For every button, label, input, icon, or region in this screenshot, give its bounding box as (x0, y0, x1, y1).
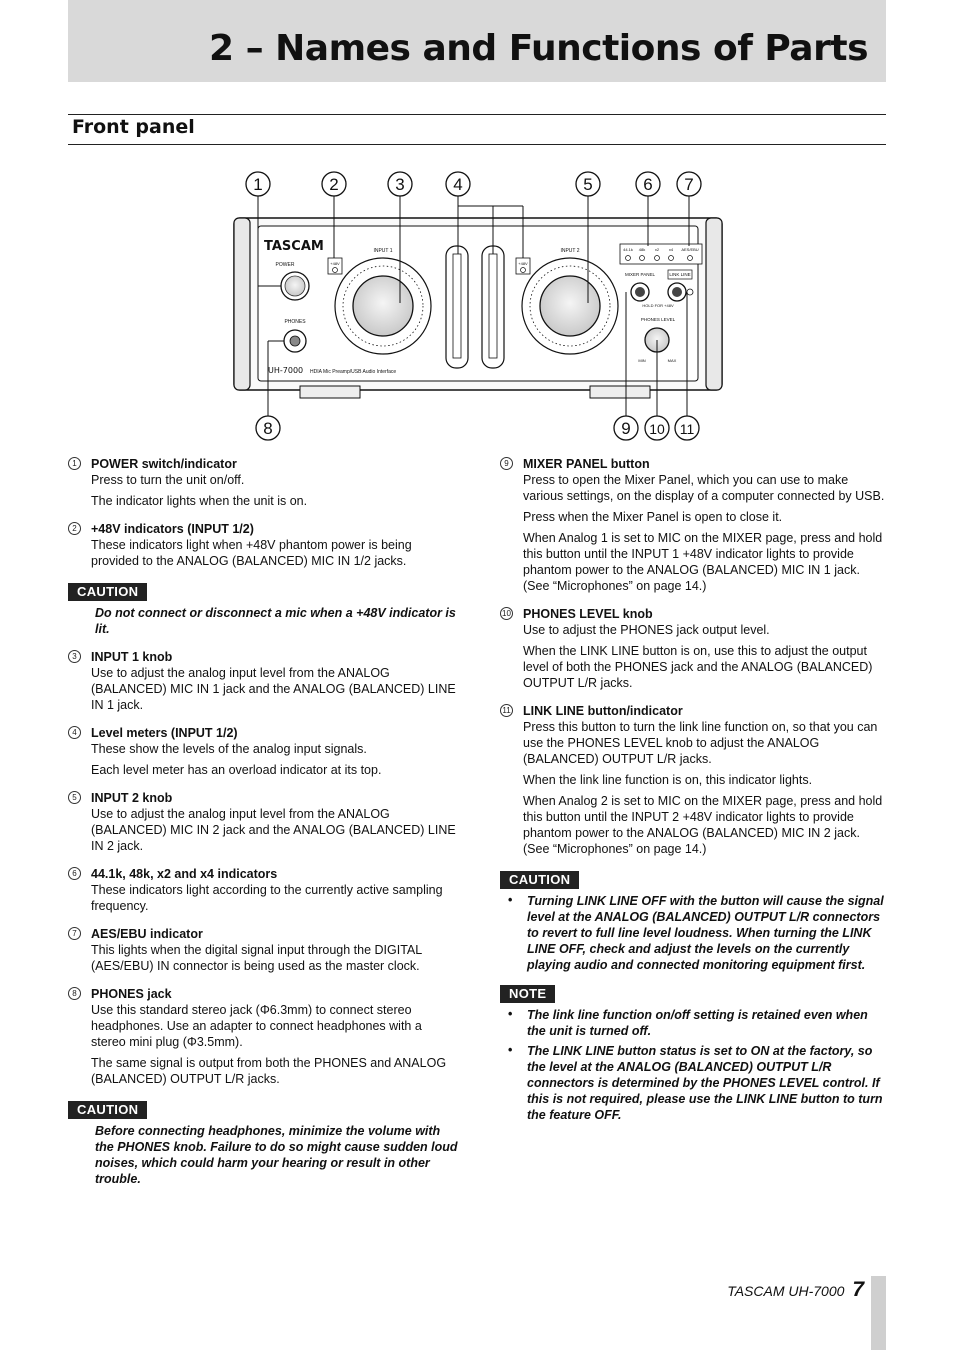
note-bullet-text: The link line function on/off setting is retained even when the unit is turned off. (527, 1008, 868, 1038)
page-number: 7 (852, 1278, 864, 1301)
phones-level-label: PHONES LEVEL (640, 317, 676, 322)
brand-logo: TASCAM (264, 239, 324, 254)
caution-3 (500, 869, 888, 973)
callout-8: 8 (263, 419, 273, 438)
item-number: 8 (68, 987, 81, 1000)
header-band (68, 0, 886, 82)
input1-knob (353, 276, 413, 336)
section-title: Front panel (72, 116, 195, 138)
note-badge: NOTE (500, 985, 555, 1003)
item-number: 3 (68, 650, 81, 663)
item-text: These show the levels of the analog input signals. (91, 742, 367, 756)
item-4 (68, 725, 458, 778)
fs-x4-label: x4 (668, 247, 674, 252)
item-number: 11 (500, 704, 513, 717)
item-text: Each level meter has an overload indicator at its top. (91, 763, 382, 777)
item-6 (68, 866, 458, 914)
item-number: 2 (68, 522, 81, 535)
caution-text: Do not connect or disconnect a mic when a +48V indicator is lit. (95, 606, 456, 636)
caution-1 (68, 581, 458, 637)
callout-5: 5 (583, 175, 593, 194)
section-rule-bottom (68, 144, 886, 145)
item-heading: LINK LINE button/indicator (523, 704, 683, 718)
item-10 (500, 606, 888, 691)
item-number: 1 (68, 457, 81, 470)
meter-input2-bar (489, 254, 497, 358)
item-text: These indicators light according to the currently active sampling frequency. (91, 883, 443, 913)
aes-ebu-label: AES/EBU (681, 247, 699, 252)
input2-label: INPUT 2 (560, 248, 580, 254)
caution-bullet-text: Turning LINK LINE OFF with the button will cause the signal level at the ANALOG (BALANCED) OUTPUT L/R connectors to revert to full line level loudness. When turning the LINK LINE OFF, check and adjust the levels on the currently playing audio and connected monitoring equipment first. (527, 894, 884, 972)
item-text: Use to adjust the analog input level from the ANALOG (BALANCED) MIC IN 2 jack and the ANALOG (BALANCED) LINE IN 2 jack. (91, 807, 456, 853)
item-heading: AES/EBU indicator (91, 927, 203, 941)
phones-label: PHONES (284, 319, 306, 325)
callout-7: 7 (684, 175, 694, 194)
item-heading: PHONES LEVEL knob (523, 607, 653, 621)
item-1 (68, 456, 458, 509)
p48-2-indicator (521, 268, 526, 273)
item-number: 10 (500, 607, 513, 620)
callout-6: 6 (643, 175, 653, 194)
caution-2 (68, 1099, 458, 1187)
item-text: The same signal is output from both the PHONES and ANALOG (BALANCED) OUTPUT L/R jacks. (91, 1056, 447, 1086)
item-text: When the LINK LINE button is on, use this to adjust the output level of both the PHONES jack and the ANALOG (BALANCED) OUTPUT L/R jacks. (523, 644, 873, 690)
item-7 (68, 926, 458, 974)
max-label: MAX (667, 358, 677, 363)
left-column (68, 456, 458, 1199)
caution-badge: CAUTION (500, 871, 579, 889)
item-text: The indicator lights when the unit is on. (91, 494, 308, 508)
item-text: These indicators light when +48V phantom power is being provided to the ANALOG (BALANCED) MIC IN 1/2 jacks. (91, 538, 412, 568)
item-text: When Analog 1 is set to MIC on the MIXER page, press and hold this button until the INPUT 1 +48V indicator lights to provide phantom power to the ANALOG (BALANCED) MIC IN 1 jack. (See “Microphones” on page 14.) (523, 531, 883, 593)
meter-input1-bar (453, 254, 461, 358)
input1-label: INPUT 1 (373, 248, 393, 254)
item-text: Press this button to turn the link line function on, so that you can use the PHONES LEVEL knob to adjust the ANALOG (BALANCED) OUTPUT L/R jacks. (523, 720, 878, 766)
chapter-title: 2 – Names and Functions of Parts (209, 28, 868, 69)
item-text: Press when the Mixer Panel is open to close it. (523, 510, 783, 524)
item-3 (68, 649, 458, 713)
item-8 (68, 986, 458, 1087)
item-9 (500, 456, 888, 594)
mixer-panel-label: MIXER PANEL (625, 272, 655, 277)
p48-1-indicator (333, 268, 338, 273)
caution-badge: CAUTION (68, 1101, 147, 1119)
item-heading: MIXER PANEL button (523, 457, 650, 471)
fs-441k-label: 44.1k (623, 247, 633, 252)
item-text: Use to adjust the PHONES jack output level. (523, 623, 770, 637)
item-text: Use this standard stereo jack (Φ6.3mm) to connect stereo headphones. Use an adapter to connect headphones with a stereo mini plug (Φ3.5mm). (91, 1003, 422, 1049)
item-heading: POWER switch/indicator (91, 457, 237, 471)
front-panel-figure (228, 168, 728, 448)
power-label: POWER (275, 262, 295, 268)
link-line-label: LINK LINE (669, 272, 691, 277)
callout-4: 4 (453, 175, 463, 194)
p48-1-label: +48V (330, 261, 340, 266)
p48-2-label: +48V (518, 261, 528, 266)
note (500, 983, 888, 1123)
page-footer (727, 1278, 864, 1302)
item-number: 6 (68, 867, 81, 880)
item-heading: Level meters (INPUT 1/2) (91, 726, 238, 740)
note-bullet: • The link line function on/off setting is retained even when the unit is turned off. (508, 1007, 868, 1038)
footer-tab (871, 1276, 886, 1350)
callout-2: 2 (329, 175, 339, 194)
model-text: UH-7000 (268, 366, 304, 375)
callout-11: 11 (679, 421, 695, 437)
callout-9: 9 (621, 419, 631, 438)
item-number: 7 (68, 927, 81, 940)
footer-brand: TASCAM (727, 1283, 785, 1299)
link-line-indicator (687, 289, 693, 295)
item-text: Press to open the Mixer Panel, which you can use to make various settings, on the display of a computer connected by USB. (523, 473, 885, 503)
model-subtitle: HDIA Mic Preamp/USB Audio Interface (310, 369, 397, 375)
min-label: MIN (638, 358, 646, 363)
item-text: Press to turn the unit on/off. (91, 473, 245, 487)
callout-3: 3 (395, 175, 405, 194)
item-text: Use to adjust the analog input level from the ANALOG (BALANCED) MIC IN 1 jack and the ANALOG (BALANCED) LINE IN 1 jack. (91, 666, 456, 712)
item-text: When the link line function is on, this indicator lights. (523, 773, 813, 787)
item-11 (500, 703, 888, 857)
right-column (500, 456, 888, 1127)
item-heading: PHONES jack (91, 987, 172, 1001)
footer-model: UH-7000 (788, 1283, 845, 1299)
item-heading: INPUT 2 knob (91, 791, 173, 805)
fs-48k-label: 48k (638, 247, 646, 252)
item-number: 9 (500, 457, 513, 470)
caution-badge: CAUTION (68, 583, 147, 601)
callout-1: 1 (253, 175, 263, 194)
fs-x2-label: x2 (654, 247, 660, 252)
item-number: 4 (68, 726, 81, 739)
caution-bullet: • Turning LINK LINE OFF with the button will cause the signal level at the ANALOG (BALANCED) OUTPUT L/R connectors to revert to full line level loudness. When turning the LINK LINE OFF, check and adjust the levels on the currently playing audio and connected monitoring equipment first. (508, 893, 884, 972)
item-text: When Analog 2 is set to MIC on the MIXER page, press and hold this button until the INPUT 2 +48V indicator lights to provide phantom power to the ANALOG (BALANCED) MIC IN 2 jack. (See “Microphones” on page 14.) (523, 794, 883, 856)
item-text: This lights when the digital signal input through the DIGITAL (AES/EBU) IN connector is being used as the master clock. (91, 943, 422, 973)
item-5 (68, 790, 458, 854)
note-bullet-text: The LINK LINE button status is set to ON at the factory, so the level at the ANALOG (BALANCED) OUTPUT L/R connectors is determined by the PHONES LEVEL control. If this is not required, please use the LINK LINE button to turn the feature OFF. (527, 1044, 883, 1122)
item-2 (68, 521, 458, 569)
item-heading: INPUT 1 knob (91, 650, 173, 664)
item-number: 5 (68, 791, 81, 804)
item-heading: +48V indicators (INPUT 1/2) (91, 522, 254, 536)
hold-for-label: HOLD FOR +48V (642, 303, 674, 308)
section-rule-top (68, 114, 886, 115)
note-bullet: • The LINK LINE button status is set to ON at the factory, so the level at the ANALOG (BALANCED) OUTPUT L/R connectors is determined by the PHONES LEVEL control. If this is not required, please use the LINK LINE button to turn the feature OFF. (508, 1043, 883, 1122)
caution-text: Before connecting headphones, minimize the volume with the PHONES knob. Failure to do so might cause sudden loud noises, which could harm your hearing or result in other trouble. (95, 1124, 458, 1186)
callout-10: 10 (649, 421, 665, 437)
item-heading: 44.1k, 48k, x2 and x4 indicators (91, 867, 278, 881)
input2-knob (540, 276, 600, 336)
